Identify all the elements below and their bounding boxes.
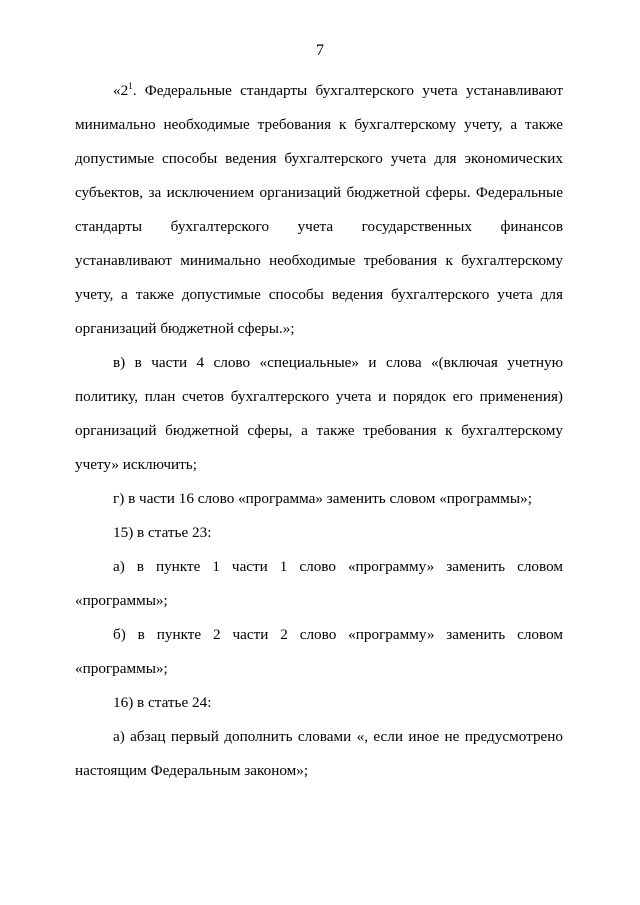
paragraph-item-v: в) в части 4 слово «специальные» и слова «(включая учетную политику, план счетов бухгалтерского учета и порядок его применения) организаций бюджетной сферы, а также требования к бухгалтерскому учету» исключить; — [75, 354, 563, 473]
document-body — [75, 74, 563, 788]
paragraph-federal-standards — [75, 74, 563, 346]
paragraph-article-23: 15) в статье 23: — [113, 524, 212, 541]
paragraph-federal-standards-text: . Федеральные стандарты бухгалтерского учета устанавливают минимально необходимые требования к бухгалтерскому учету, а также допустимые способы ведения бухгалтерского учета для экономических субъектов, за исключением организаций бюджетной сферы. Федеральные стандарты бухгалтерского учета государственных финансов устанавливают минимально необходимые требования к бухгалтерскому учету, а также допустимые способы ведения бухгалтерского учета для организаций бюджетной сферы.»; — [75, 82, 563, 337]
paragraph-article-24: 16) в статье 24: — [113, 694, 212, 711]
paragraph-federal-standards-superscript: 1 — [128, 81, 133, 91]
paragraph-federal-standards-prefix: «2 — [113, 82, 129, 99]
paragraph-item-g: г) в части 16 слово «программа» заменить словом «программы»; — [113, 490, 532, 507]
paragraph-item-a-article-23: а) в пункте 1 части 1 слово «программу» заменить словом «программы»; — [75, 558, 563, 609]
page-number: 7 — [316, 42, 324, 59]
paragraph-item-b-article-23: б) в пункте 2 части 2 слово «программу» заменить словом «программы»; — [75, 626, 563, 677]
paragraph-item-a-article-24: а) абзац первый дополнить словами «, если иное не предусмотрено настоящим Федеральным законом»; — [75, 728, 563, 779]
